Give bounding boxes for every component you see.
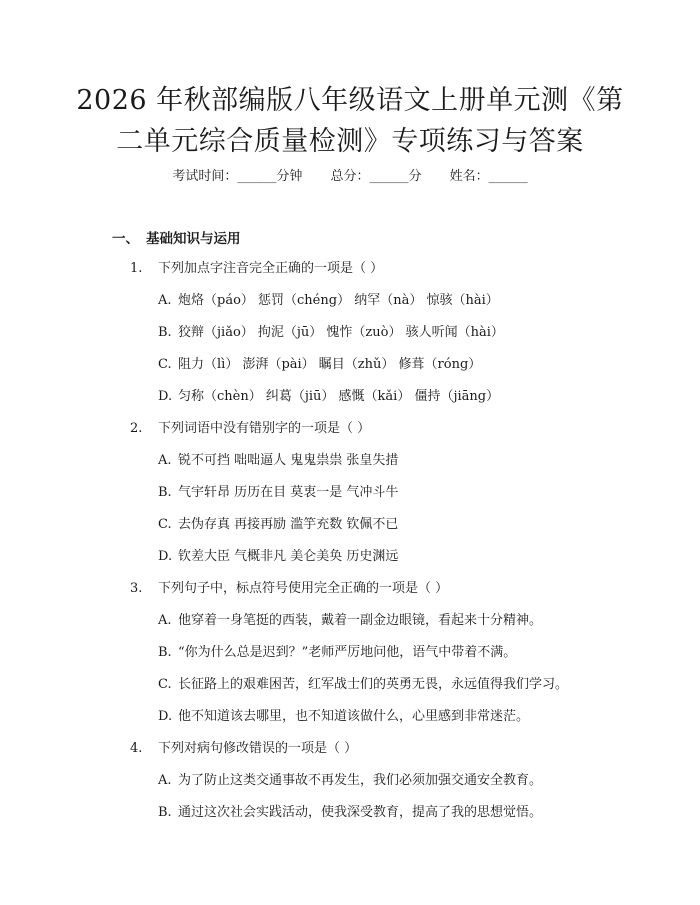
question-3-option-d — [158, 706, 529, 728]
option-letter: C. — [158, 677, 172, 692]
option-text: 钦差大臣 气概非凡 美仑美奂 历史渊远 — [178, 549, 399, 564]
question-2-option-d — [158, 546, 398, 568]
section-heading — [112, 228, 241, 250]
option-letter: B. — [158, 485, 172, 500]
title-line-1: 2026 年秋部编版八年级语文上册单元测《第 — [76, 85, 624, 116]
option-text: 锐不可挡 咄咄逼人 鬼鬼祟祟 张皇失措 — [178, 453, 399, 468]
question-2-option-a — [158, 450, 398, 472]
option-letter: A. — [158, 613, 172, 628]
question-3-option-a — [158, 610, 542, 632]
document-title — [40, 80, 660, 162]
question-4-option-b — [158, 802, 542, 824]
option-text: 去伪存真 再接再励 滥竽充数 钦佩不已 — [178, 517, 399, 532]
option-letter: A. — [158, 293, 172, 308]
question-text: 下列句子中，标点符号使用完全正确的一项是（ ） — [158, 581, 449, 596]
question-number: 4. — [130, 741, 143, 756]
option-text: 匀称（chèn） 纠葛（jiū） 感慨（kǎi） 僵持（jiāng） — [178, 389, 500, 404]
question-2-option-c — [158, 514, 398, 536]
question-3 — [130, 578, 448, 600]
question-number: 2. — [130, 421, 143, 436]
question-number: 1. — [130, 261, 143, 276]
question-1-option-c — [158, 354, 481, 376]
option-text: “你为什么总是迟到？”老师严厉地问他，语气中带着不满。 — [178, 645, 517, 660]
option-text: 狡辩（jiǎo） 拘泥（jū） 愧怍（zuò） 骇人听闻（hài） — [178, 325, 504, 340]
question-4 — [130, 738, 357, 760]
exam-info-line — [0, 166, 700, 188]
question-3-option-c — [158, 674, 568, 696]
option-letter: B. — [158, 325, 172, 340]
question-2 — [130, 418, 370, 440]
question-1-option-a — [158, 290, 499, 312]
option-text: 长征路上的艰难困苦，红军战士们的英勇无畏，永远值得我们学习。 — [178, 677, 569, 692]
option-text: 他穿着一身笔挺的西装，戴着一副金边眼镜，看起来十分精神。 — [178, 613, 543, 628]
question-1-option-b — [158, 322, 504, 344]
title-line-2: 二单元综合质量检测》专项练习与答案 — [116, 126, 584, 157]
option-text: 气宇轩昂 历历在目 莫衷一是 气冲斗牛 — [178, 485, 399, 500]
option-letter: D. — [158, 549, 173, 564]
question-text: 下列加点字注音完全正确的一项是（ ） — [158, 261, 384, 276]
question-text: 下列对病句修改错误的一项是（ ） — [158, 741, 358, 756]
option-letter: C. — [158, 517, 172, 532]
option-letter: B. — [158, 805, 172, 820]
option-letter: C. — [158, 357, 172, 372]
option-text: 通过这次社会实践活动，使我深受教育，提高了我的思想觉悟。 — [178, 805, 543, 820]
question-text: 下列词语中没有错别字的一项是（ ） — [158, 421, 371, 436]
option-text: 为了防止这类交通事故不再发生，我们必须加强交通安全教育。 — [178, 773, 543, 788]
question-1-option-d — [158, 386, 499, 408]
exam-time-field: 考试时间：______分钟 — [172, 169, 303, 184]
question-1 — [130, 258, 383, 280]
total-score-field: 总分：______分 — [330, 169, 422, 184]
option-letter: D. — [158, 709, 173, 724]
option-letter: A. — [158, 773, 172, 788]
section-title: 基础知识与运用 — [146, 231, 241, 247]
option-letter: A. — [158, 453, 172, 468]
section-number: 一、 — [112, 231, 139, 247]
name-field: 姓名：______ — [449, 169, 528, 184]
question-number: 3. — [130, 581, 143, 596]
option-text: 阻力（lì） 澎湃（pài） 瞩目（zhǔ） 修葺（róng） — [178, 357, 482, 372]
option-text: 他不知道该去哪里，也不知道该做什么，心里感到非常迷茫。 — [178, 709, 530, 724]
question-3-option-b — [158, 642, 516, 664]
option-letter: D. — [158, 389, 173, 404]
option-text: 炮烙（páo） 惩罚（chéng） 纳罕（nà） 惊骇（hài） — [178, 293, 499, 308]
question-4-option-a — [158, 770, 542, 792]
question-2-option-b — [158, 482, 398, 504]
option-letter: B. — [158, 645, 172, 660]
